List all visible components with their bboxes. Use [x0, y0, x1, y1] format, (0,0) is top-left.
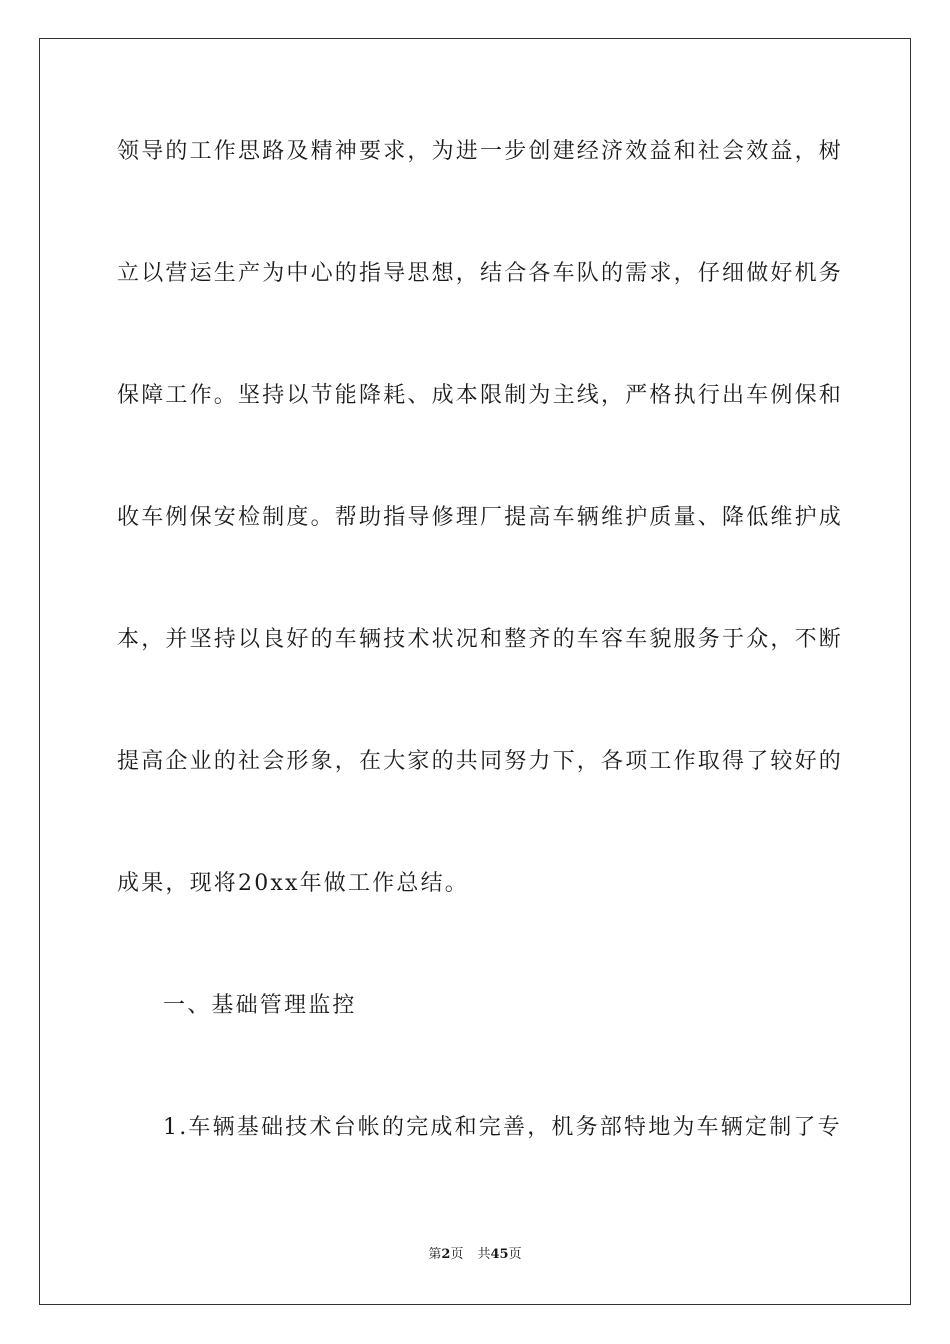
- body-line-1: 领导的工作思路及精神要求，为进一步创建经济效益和社会效益，树: [117, 139, 844, 164]
- footer-total-prefix: 共: [477, 1247, 491, 1262]
- page-footer: [0, 1246, 950, 1264]
- body-line-3: 保障工作。坚持以节能降耗、成本限制为主线，严格执行出车例保和: [117, 383, 844, 408]
- body-line-5: 本，并坚持以良好的车辆技术状况和整齐的车容车貌服务于众，不断: [117, 627, 844, 652]
- body-line-2: 立以营运生产为中心的指导思想，结合各车队的需求，仔细做好机务: [117, 261, 844, 286]
- body-line-4: 收车例保安检制度。帮助指导修理厂提高车辆维护质量、降低维护成: [117, 505, 844, 530]
- section-heading: 一、基础管理监控: [163, 993, 357, 1018]
- list-item-1: 1.车辆基础技术台帐的完成和完善，机务部特地为车辆定制了专: [163, 1115, 842, 1140]
- footer-total-pages: 45: [490, 1247, 509, 1262]
- footer-page-prefix: 第: [428, 1247, 442, 1262]
- footer-page-suffix: 页: [450, 1247, 464, 1262]
- body-line-6: 提高企业的社会形象，在大家的共同努力下，各项工作取得了较好的: [117, 749, 844, 774]
- footer-page-number: 2: [441, 1247, 451, 1262]
- footer-total-suffix: 页: [508, 1247, 522, 1262]
- body-line-7: 成果，现将20xx年做工作总结。: [117, 871, 470, 896]
